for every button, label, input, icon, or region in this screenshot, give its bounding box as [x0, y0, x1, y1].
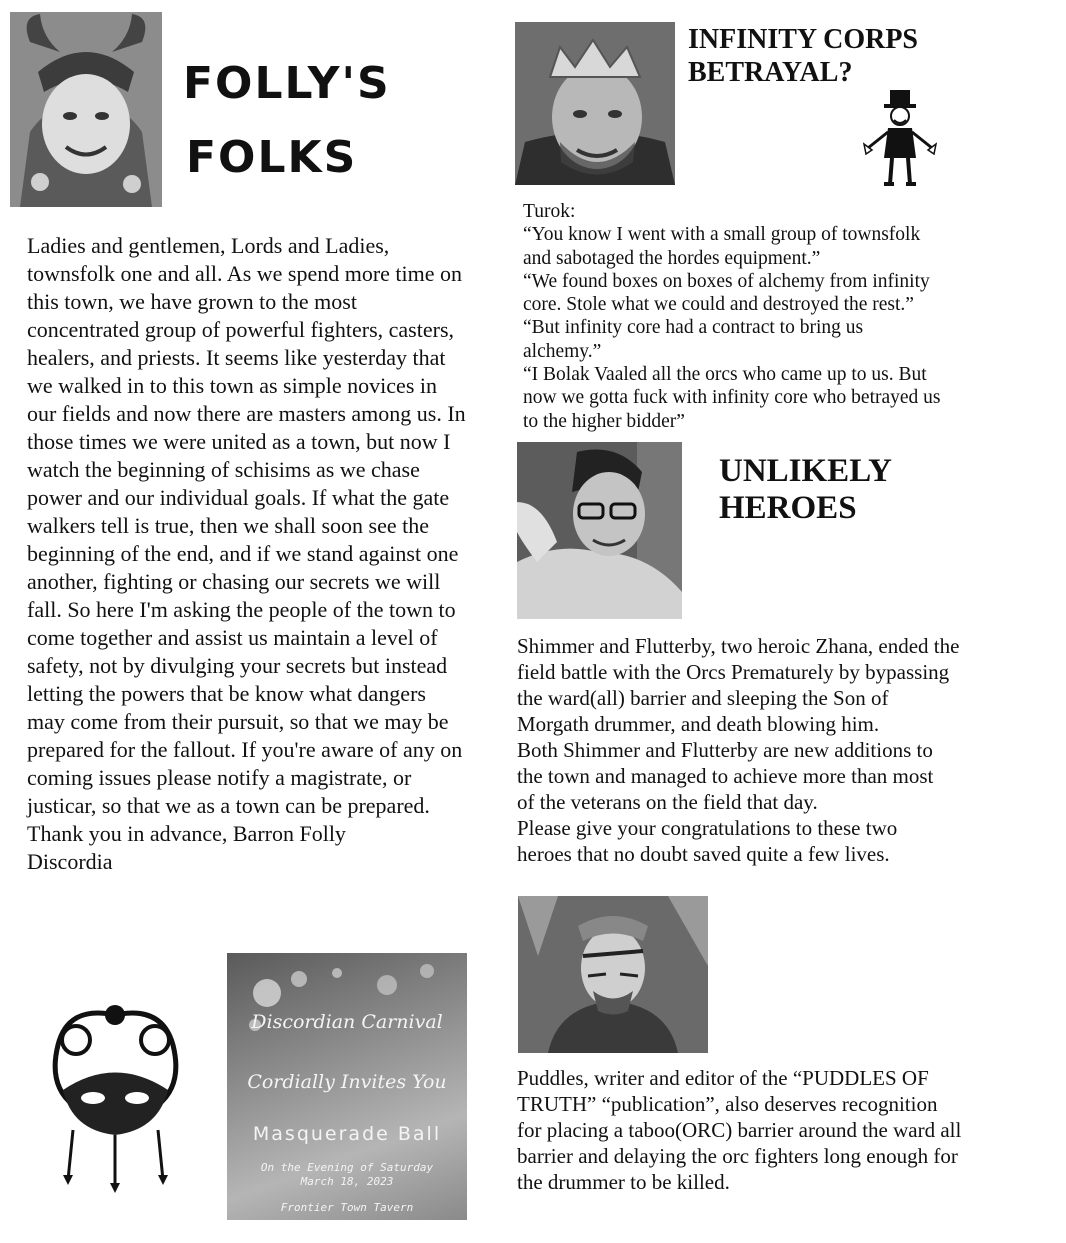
infinity-corps-title-line1: INFINITY CORPS: [688, 24, 918, 55]
follys-folks-body: [27, 232, 467, 876]
heroes-paragraph: Please give your congratulations to these two heroes that no doubt saved quite a few lives.: [517, 816, 898, 866]
follys-folks-title-line2: FOLKS: [186, 132, 358, 183]
invite-venue: Frontier Town Tavern: [280, 1201, 414, 1214]
unlikely-heroes-title-line1: UNLIKELY: [719, 453, 893, 489]
invite-cordially: Cordially Invites You: [247, 1071, 447, 1093]
puddles-photo: [518, 896, 708, 1053]
follys-folks-signoff: Thank you in advance, Barron Folly Discordia: [27, 821, 346, 874]
invite-date: On the Evening of Saturday: [260, 1161, 434, 1174]
quote-line: “You know I went with a small group of townsfolk and sabotaged the hordes equipment.”: [523, 224, 921, 269]
jester-photo: [10, 12, 162, 207]
quote-line: “We found boxes on boxes of alchemy from infinity core. Stole what we could and destroyed the rest.”: [523, 270, 930, 316]
unlikely-heroes-title-line2: HEROES: [719, 490, 857, 526]
invite-event: Masquerade Ball: [252, 1123, 442, 1145]
unlikely-heroes-photo: [517, 442, 682, 619]
follys-folks-title-line1: FOLLY'S: [183, 58, 391, 109]
infinity-corps-quote: [523, 200, 953, 433]
unlikely-heroes-body: [517, 633, 962, 867]
heroes-paragraph: Shimmer and Flutterby, two heroic Zhana, ended the field battle with the Orcs Prematurely by bypassing the ward(all) barrier and sleeping the Son of Morgath drummer, and death blowing him.: [517, 634, 960, 736]
monopoly-man-icon: [860, 88, 940, 190]
masquerade-mask-illustration: [28, 995, 203, 1195]
turok-photo: [515, 22, 675, 185]
heroes-paragraph: Both Shimmer and Flutterby are new additions to the town and managed to achieve more than most of the veterans on the field that day.: [517, 738, 934, 814]
follys-folks-paragraph: Ladies and gentlemen, Lords and Ladies, townsfolk one and all. As we spend more time on this town, we have grown to the most concentrated group of powerful fighters, casters, healers, and priests. It seems like yesterday that we walked in to this town as simple novices in our fields and now there are masters among us. In those times we were united as a town, but now I watch the beginning of schisims as we chase power and our individual goals. If what the gate walkers tell is true, then we shall soon see the beginning of the end, and if we stand against one another, fighting or chasing our secrets we will fall. So here I'm asking the people of the town to come together and assist us maintain a level of safety, not by divulging your secrets but instead letting the powers that be know what dangers may come from their pursuit, so that we may be prepared for the fallout. If you're aware of any on coming issues please notify a magistrate, or justicar, so that we as a town can be prepared.: [27, 233, 466, 818]
masquerade-invitation-card: [227, 953, 467, 1220]
invite-host: Discordian Carnival: [251, 1011, 443, 1033]
quote-line: “But infinity core had a contract to bring us alchemy.”: [523, 317, 864, 362]
quote-speaker: Turok:: [523, 201, 576, 222]
invite-date-2: March 18, 2023: [300, 1175, 394, 1188]
puddles-text: Puddles, writer and editor of the “PUDDLES OF TRUTH” “publication”, also deserves recognition for placing a taboo(ORC) barrier around the ward all barrier and delaying the orc fighters long enough for the drummer to be killed.: [517, 1066, 962, 1194]
quote-line: “I Bolak Vaaled all the orcs who came up to us. But now we gotta fuck with infinity core who betrayed us to the higher bidder”: [523, 364, 941, 432]
infinity-corps-title-line2: BETRAYAL?: [688, 57, 853, 88]
